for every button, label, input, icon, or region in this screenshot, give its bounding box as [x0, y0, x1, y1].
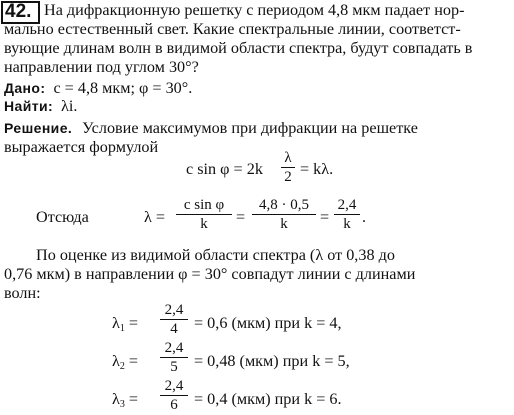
result-subscript: 2 [119, 361, 125, 372]
para-line-1: По оценке из видимой области спектра (λ от 0,38 до [36, 246, 395, 264]
fraction-bar [160, 395, 188, 396]
result-1-den: 4 [170, 321, 178, 337]
formula2-f2-num: 4,8 · 0,5 [259, 197, 309, 213]
fraction-bar [334, 214, 360, 215]
formula2-f3-den: k [343, 216, 351, 232]
formula2-frac1 [176, 197, 232, 232]
result-3-den: 6 [170, 397, 178, 413]
result-subscript: 1 [119, 323, 125, 334]
fraction-bar [160, 319, 188, 320]
result-row-3: $\lambda_3$ = [112, 390, 139, 410]
formula2-f1-num: c sin φ [183, 197, 225, 213]
result-1-num: 2,4 [164, 302, 184, 318]
fraction-bar [176, 214, 232, 215]
result-2-den: 5 [170, 359, 178, 375]
fraction-bar [252, 214, 316, 215]
formula1-fraction [281, 150, 295, 185]
formula2-f2-den: k [280, 216, 288, 232]
formula2-eq2: = [320, 208, 330, 226]
formula1-frac-den: 2 [284, 169, 292, 185]
formula1-right: = kλ. [300, 160, 334, 178]
find-label: Найти: [4, 98, 54, 114]
problem-number: 42. [5, 1, 32, 22]
problem-line-4: направлении под углом 30°? [4, 58, 199, 76]
result-2-rest: = 0,48 (мкм) при k = 5, [194, 352, 350, 370]
given-row [4, 79, 192, 98]
given-content: c = 4,8 мкм; φ = 30°. [53, 79, 193, 97]
solution-line-2: выражается формулой [4, 138, 159, 156]
find-row [4, 97, 77, 116]
result-symbol: λ [112, 390, 120, 408]
formula2-frac3 [334, 197, 360, 232]
result-3-num: 2,4 [164, 378, 184, 394]
fraction-bar [281, 167, 295, 168]
para-line-2: 0,76 мкм) в направлении φ = 30° совпадут линии с длинами [4, 265, 416, 283]
result-2-num: 2,4 [164, 340, 184, 356]
solution-row [4, 119, 418, 138]
formula2-eq1: = [236, 208, 246, 226]
problem-line-3: вующие длинам волн в видимой области спектра, будут совпадать в [4, 39, 473, 57]
result-1-fraction [160, 302, 188, 337]
result-1-rest: = 0,6 (мкм) при k = 4, [194, 314, 342, 332]
problem-line-1: На дифракционную решетку с периодом 4,8 мкм падает нор- [44, 1, 465, 19]
formula2-end: . [362, 208, 367, 226]
solution-label: Решение. [4, 120, 73, 136]
formula2-f3-num: 2,4 [337, 197, 357, 213]
para-line-3: волн: [4, 284, 41, 302]
result-symbol: λ [112, 314, 120, 332]
result-3-fraction [160, 378, 188, 413]
formula1-left: c sin φ = 2k [186, 160, 263, 178]
result-row-2: $\lambda_2$ = [112, 352, 139, 372]
otsyuda-label: Отсюда [36, 208, 89, 226]
formula1-frac-num: λ [284, 150, 292, 166]
solution-line-1: Условие максимумов при дифракции на решетке [82, 119, 418, 137]
result-row-1: $\lambda_1$ = [112, 314, 139, 334]
problem-line-2: мально естественный свет. Какие спектральные линии, соответст- [4, 20, 461, 38]
formula2-lhs: λ = [144, 208, 166, 226]
formula2-frac2 [252, 197, 316, 232]
find-content: λi. [61, 97, 78, 115]
result-symbol: λ [112, 352, 120, 370]
formula2-f1-den: k [200, 216, 208, 232]
given-label: Дано: [4, 80, 46, 96]
result-2-fraction [160, 340, 188, 375]
result-subscript: 3 [119, 399, 125, 410]
result-3-rest: = 0,4 (мкм) при k = 6. [194, 390, 342, 408]
fraction-bar [160, 357, 188, 358]
